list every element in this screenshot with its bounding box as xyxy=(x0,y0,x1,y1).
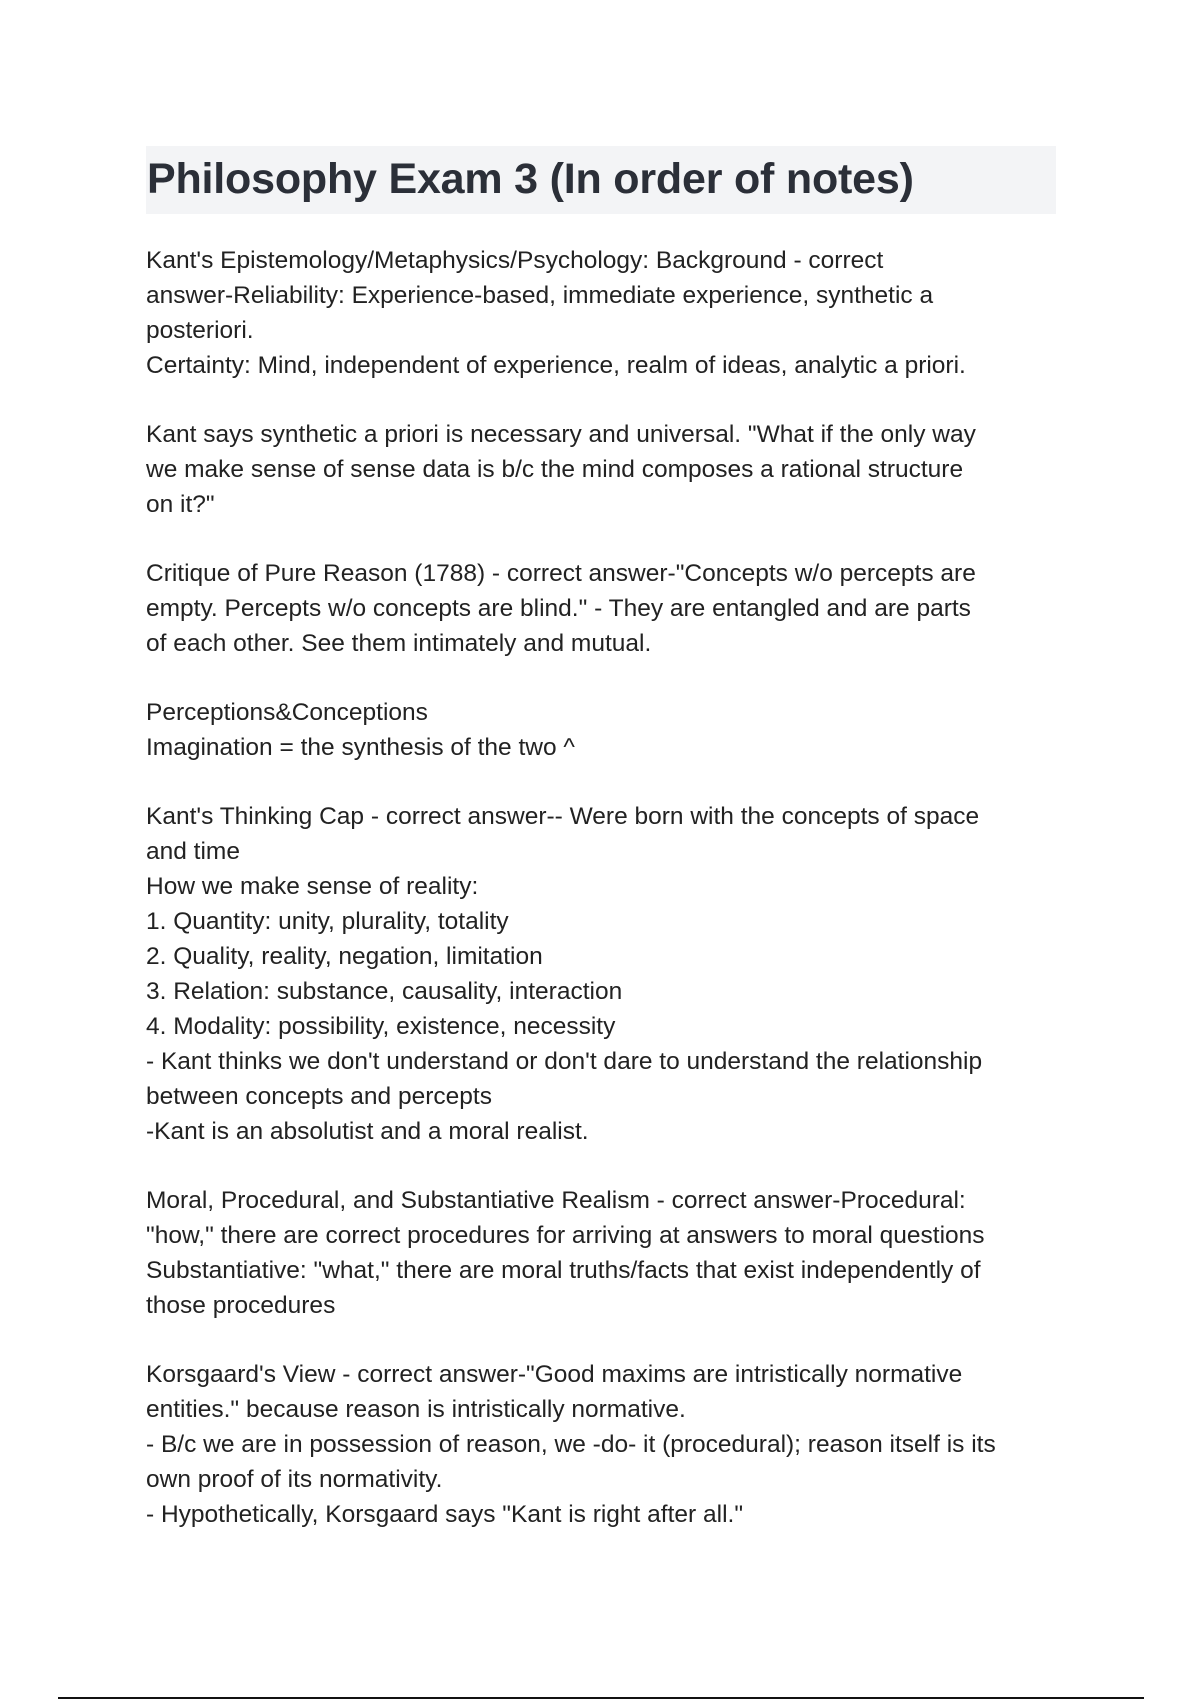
note-line: Moral, Procedural, and Substantiative Realism - correct answer-Procedural: xyxy=(146,1187,966,1214)
note-line: Imagination = the synthesis of the two ^ xyxy=(146,734,575,761)
note-line: Perceptions&Conceptions xyxy=(146,699,428,726)
note-line: How we make sense of reality: xyxy=(146,873,479,900)
note-line: posteriori. xyxy=(146,317,254,344)
note-line: "how," there are correct procedures for arriving at answers to moral questions xyxy=(146,1222,985,1249)
note-block xyxy=(146,799,1066,1149)
note-block xyxy=(146,1357,1066,1532)
note-block xyxy=(146,1183,1066,1323)
note-line: answer-Reliability: Experience-based, immediate experience, synthetic a xyxy=(146,282,934,309)
page-divider xyxy=(58,1697,1144,1699)
note-line: between concepts and percepts xyxy=(146,1083,492,1110)
note-line: Kant says synthetic a priori is necessary and universal. "What if the only way xyxy=(146,421,976,448)
note-block xyxy=(146,243,1066,383)
notes-body xyxy=(146,243,1066,1566)
note-line: - B/c we are in possession of reason, we -do- it (procedural); reason itself is its xyxy=(146,1431,996,1458)
note-line: 1. Quantity: unity, plurality, totality xyxy=(146,908,509,935)
note-line: Kant's Epistemology/Metaphysics/Psychology: Background - correct xyxy=(146,247,884,274)
note-line: we make sense of sense data is b/c the mind composes a rational structure xyxy=(146,456,964,483)
note-block xyxy=(146,556,1066,661)
note-line: and time xyxy=(146,838,240,865)
note-line: Korsgaard's View - correct answer-"Good maxims are intristically normative xyxy=(146,1361,963,1388)
note-line: empty. Percepts w/o concepts are blind." - They are entangled and are parts xyxy=(146,595,971,622)
note-line: 2. Quality, reality, negation, limitation xyxy=(146,943,543,970)
note-line: Critique of Pure Reason (1788) - correct answer-"Concepts w/o percepts are xyxy=(146,560,976,587)
note-line: Certainty: Mind, independent of experience, realm of ideas, analytic a priori. xyxy=(146,352,966,379)
note-block xyxy=(146,417,1066,522)
note-line: Kant's Thinking Cap - correct answer-- Were born with the concepts of space xyxy=(146,803,980,830)
note-line: those procedures xyxy=(146,1292,336,1319)
note-line: - Kant thinks we don't understand or don't dare to understand the relationship xyxy=(146,1048,983,1075)
note-line: - Hypothetically, Korsgaard says "Kant is right after all." xyxy=(146,1501,744,1528)
note-line: 3. Relation: substance, causality, interaction xyxy=(146,978,623,1005)
note-line: own proof of its normativity. xyxy=(146,1466,443,1493)
note-line: Substantiative: "what," there are moral truths/facts that exist independently of xyxy=(146,1257,981,1284)
note-line: on it?" xyxy=(146,491,215,518)
note-line: -Kant is an absolutist and a moral realist. xyxy=(146,1118,589,1145)
page-title: Philosophy Exam 3 (In order of notes) xyxy=(147,155,914,203)
note-block xyxy=(146,695,1066,765)
note-line: of each other. See them intimately and mutual. xyxy=(146,630,652,657)
note-line: entities." because reason is intristically normative. xyxy=(146,1396,686,1423)
note-line: 4. Modality: possibility, existence, necessity xyxy=(146,1013,616,1040)
